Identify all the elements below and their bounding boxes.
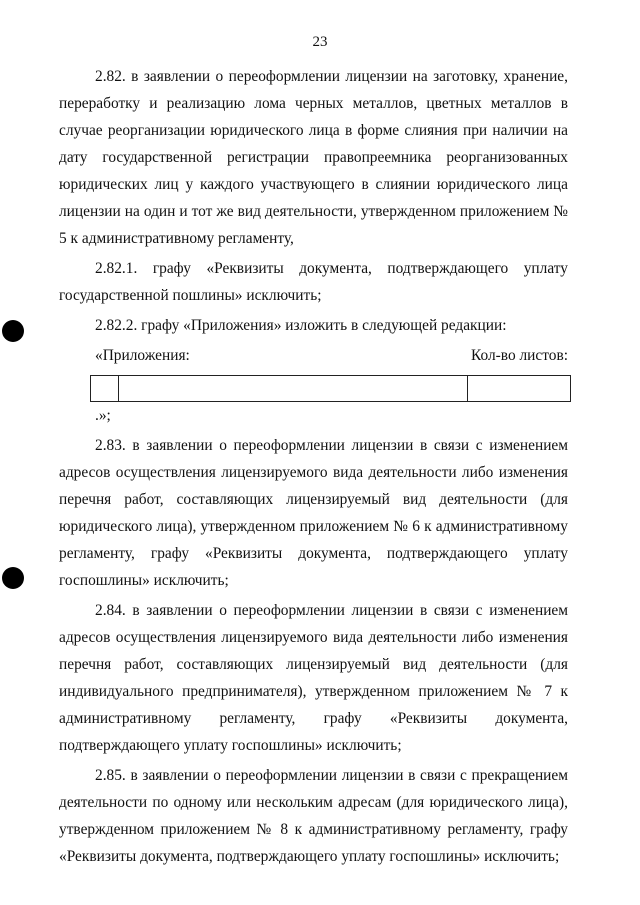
page-number: 23	[312, 34, 328, 50]
paragraph-2-84: 2.84. в заявлении о переоформлении лицензии в связи с изменением адресов осуществления лицензируемого вида деятельности либо изменения перечня работ, составляющих лицензируемый вид деятельности (для индивидуального предпринимателя), утвержденном приложением № 7 к административному регламенту, графу «Реквизиты документа, подтверждающего уплату госпошлины» исключить;	[59, 602, 568, 754]
paragraph-2-85: 2.85. в заявлении о переоформлении лицензии в связи с прекращением деятельности по одному или нескольким адресам (для юридического лица), утвержденном приложением № 8 к административному регламенту, графу «Реквизиты документа, подтверждающего уплату госпошлины» исключить;	[59, 767, 568, 865]
paragraph-2-83: 2.83. в заявлении о переоформлении лицензии в связи с изменением адресов осуществления лицензируемого вида деятельности либо изменения перечня работ, составляющих лицензируемый вид деятельности (для юридического лица), утвержденном приложением № 6 к административному регламенту, графу «Реквизиты документа, подтверждающего уплату госпошлины» исключить;	[59, 437, 568, 589]
table-caption-left: «Приложения:	[95, 347, 190, 364]
table-cell-number	[91, 376, 119, 401]
table-cell-attachment	[119, 376, 468, 401]
punch-hole-icon	[2, 567, 24, 589]
attachments-table	[90, 375, 571, 402]
table-caption-right: Кол-во листов:	[470, 347, 568, 364]
punch-hole-icon	[2, 320, 24, 342]
document-body	[59, 63, 568, 870]
paragraph-2-82-2: 2.82.2. графу «Приложения» изложить в следующей редакции:	[95, 317, 507, 334]
table-closing: .»;	[95, 407, 111, 424]
table-caption	[59, 342, 568, 369]
table-cell-sheet-count	[468, 376, 570, 401]
paragraph-2-82-1: 2.82.1. графу «Реквизиты документа, подтверждающего уплату государственной пошлины» исключить;	[59, 260, 568, 304]
paragraph-2-82: 2.82. в заявлении о переоформлении лицензии на заготовку, хранение, переработку и реализацию лома черных металлов, цветных металлов в случае реорганизации юридического лица в форме слияния при наличии на дату государственной регистрации правопреемника реорганизованных юридических лиц у каждого участвующего в слиянии юридического лица лицензии на один и тот же вид деятельности, утвержденном приложением № 5 к административному регламенту,	[59, 68, 568, 247]
